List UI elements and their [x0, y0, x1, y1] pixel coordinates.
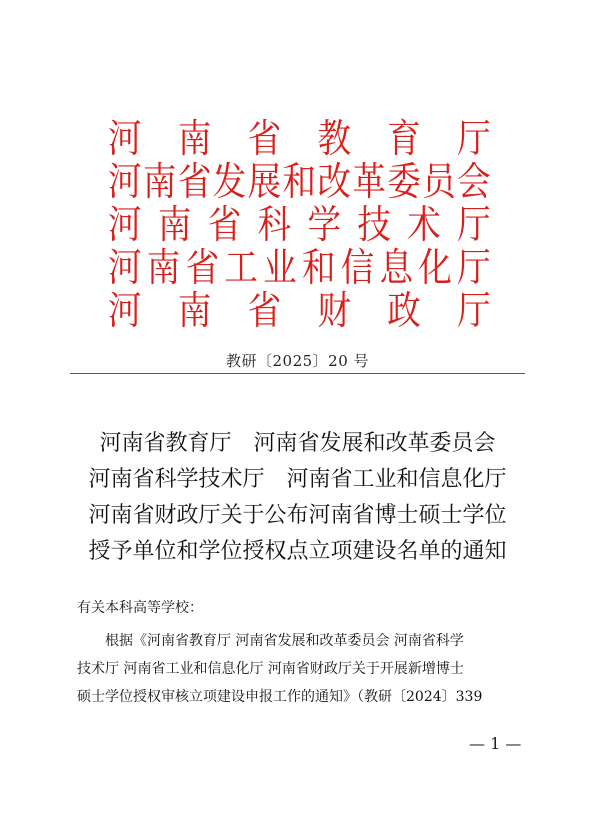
title-line: 河南省财政厅关于公布河南省博士硕士学位 — [88, 503, 507, 528]
salutation: 有关本科高等学校： — [77, 600, 203, 616]
issuer-char: 省 — [185, 246, 220, 291]
issuer-char: 河 — [108, 246, 142, 291]
document-title — [0, 426, 595, 570]
issuer-char: 省 — [177, 160, 212, 205]
issuer-char: 发 — [212, 160, 247, 205]
red-separator-line — [70, 373, 525, 374]
body-line: 技术厅 河南省工业和信息化厅 河南省财政厅关于开展新增博士 — [77, 661, 464, 677]
issuer-char: 河 — [108, 289, 142, 334]
title-line: 河南省科学技术厅 河南省工业和信息化厅 — [88, 467, 507, 492]
issuer-char: 南 — [142, 160, 177, 205]
issuer-char: 省 — [247, 117, 282, 162]
issuer-char: 和 — [301, 246, 336, 291]
issuer-char: 业 — [263, 246, 297, 291]
issuer-char: 术 — [407, 203, 441, 248]
issuer-line — [108, 290, 491, 333]
issuer-char: 厅 — [457, 289, 491, 334]
issuer-char: 省 — [207, 203, 242, 248]
issuer-char: 教 — [317, 117, 352, 162]
issuer-char: 南 — [146, 246, 181, 291]
issuer-char: 展 — [247, 160, 282, 205]
issuer-line — [108, 204, 491, 247]
issuer-char: 息 — [379, 246, 414, 291]
issuer-char: 委 — [387, 160, 421, 205]
issuer-char: 革 — [352, 160, 386, 205]
issuer-char: 会 — [457, 160, 491, 205]
issuer-line — [108, 118, 491, 161]
issuer-char: 南 — [177, 117, 212, 162]
document-number: 教研〔2025〕20 号 — [225, 352, 370, 370]
issuer-char: 河 — [108, 203, 142, 248]
issuer-char: 河 — [108, 160, 142, 205]
issuer-char: 厅 — [457, 117, 491, 162]
title-line: 河南省教育厅 河南省发展和改革委员会 — [99, 431, 496, 456]
page-number: — 1 — — [469, 734, 522, 753]
issuing-authorities-header — [108, 118, 491, 333]
issuer-char: 科 — [257, 203, 292, 248]
issuer-char: 员 — [422, 160, 456, 205]
issuer-char: 化 — [418, 246, 452, 291]
issuer-line — [108, 161, 491, 204]
body-paragraph — [77, 627, 529, 711]
title-line: 授予单位和学位授权点立项建设名单的通知 — [88, 539, 507, 564]
issuer-char: 省 — [247, 289, 282, 334]
body-line: 硕士学位授权审核立项建设申报工作的通知》（教研〔2024〕339 — [77, 689, 483, 705]
issuer-char: 育 — [387, 117, 421, 162]
issuer-char: 厅 — [457, 203, 491, 248]
issuer-char: 财 — [317, 289, 352, 334]
issuer-char: 河 — [108, 117, 142, 162]
issuer-char: 南 — [177, 289, 212, 334]
issuer-char: 改 — [317, 160, 352, 205]
issuer-char: 政 — [387, 289, 421, 334]
issuer-char: 和 — [282, 160, 317, 205]
issuer-char: 学 — [307, 203, 342, 248]
issuer-char: 技 — [357, 203, 391, 248]
issuer-char: 南 — [157, 203, 192, 248]
issuer-char: 信 — [340, 246, 375, 291]
issuer-line — [108, 247, 491, 290]
body-line: 根据《河南省教育厅 河南省发展和改革委员会 河南省科学 — [105, 633, 464, 649]
issuer-char: 厅 — [457, 246, 491, 291]
issuer-char: 工 — [224, 246, 258, 291]
